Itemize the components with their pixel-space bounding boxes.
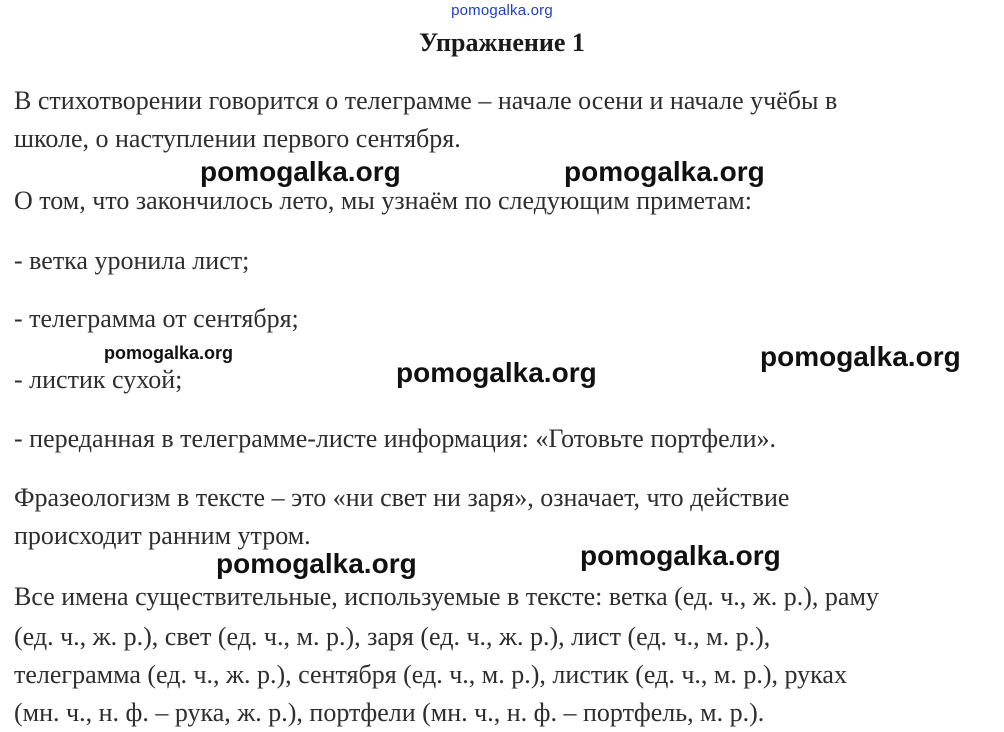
watermark: pomogalka.org bbox=[104, 343, 234, 363]
paragraph-4-line-4: (мн. ч., н. ф. – рука, ж. р.), портфели (мн. ч., н. ф. – портфель, м. р.). bbox=[14, 698, 765, 727]
watermark: pomogalka.org bbox=[760, 341, 961, 372]
watermark: pomogalka.org bbox=[216, 548, 417, 579]
list-item: - переданная в телеграмме-листе информация: «Готовьте портфели». bbox=[14, 424, 777, 453]
paragraph-4-line-1: Все имена существительные, используемые в тексте: ветка (ед. ч., ж. р.), раму bbox=[14, 582, 879, 611]
watermark: pomogalka.org bbox=[564, 156, 765, 187]
paragraph-4-line-3: телеграмма (ед. ч., ж. р.), сентября (ед. ч., м. р.), листик (ед. ч., м. р.), руках bbox=[14, 660, 847, 689]
watermark: pomogalka.org bbox=[200, 156, 401, 187]
paragraph-1-line-2: школе, о наступлении первого сентября. bbox=[14, 124, 461, 153]
paragraph-1-line-1: В стихотворении говорится о телеграмме – начале осени и начале учёбы в bbox=[14, 86, 838, 115]
paragraph-2: О том, что закончилось лето, мы узнаём по следующим приметам: bbox=[14, 186, 752, 215]
watermark: pomogalka.org bbox=[580, 540, 781, 571]
exercise-title: Упражнение 1 bbox=[419, 28, 585, 57]
site-logo-watermark: pomogalka.org bbox=[451, 2, 553, 19]
paragraph-3-line-1: Фразеологизм в тексте – это «ни свет ни заря», означает, что действие bbox=[14, 483, 790, 512]
list-item: - листик сухой; bbox=[14, 365, 183, 394]
paragraph-4-line-2: (ед. ч., ж. р.), свет (ед. ч., м. р.), заря (ед. ч., ж. р.), лист (ед. ч., м. р.), bbox=[14, 622, 771, 651]
list-item: - ветка уронила лист; bbox=[14, 246, 250, 275]
list-item: - телеграмма от сентября; bbox=[14, 304, 299, 333]
watermark: pomogalka.org bbox=[396, 357, 597, 388]
paragraph-3-line-2: происходит ранним утром. bbox=[14, 521, 311, 550]
